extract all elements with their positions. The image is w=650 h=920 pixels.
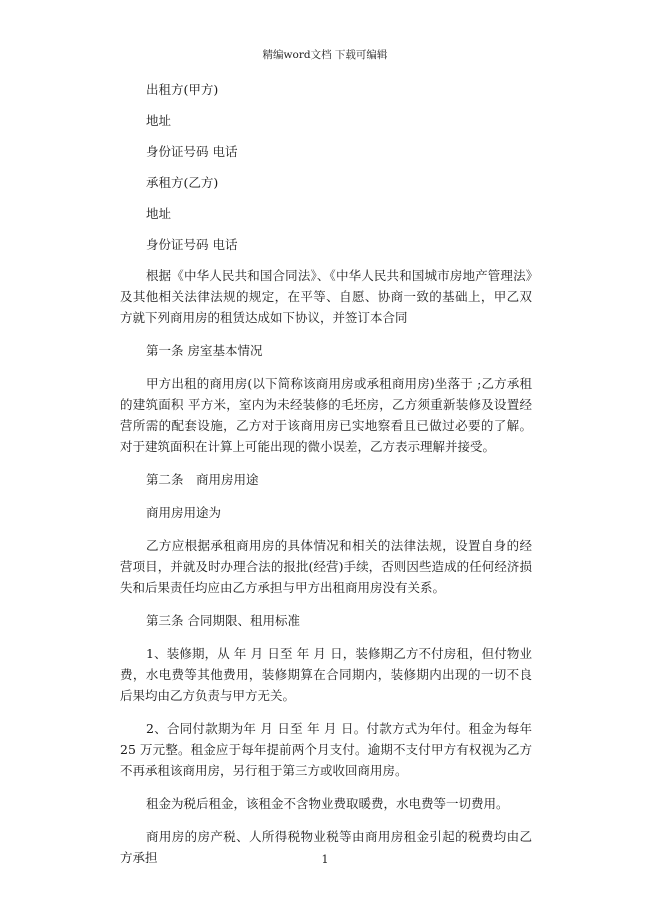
page-header: 精编word文档 下载可编辑	[262, 49, 388, 61]
section-heading: 第一条 房室基本情况	[146, 343, 263, 358]
paragraph: 1、装修期，从 年 月 日至 年 月 日，装修期乙方不付房租，但付物业费，水电费等其他费用，装修期算在合同期内，装修期内出现的一切不良后果均由乙方负责与甲方无关。	[120, 646, 532, 703]
paragraph: 出租方(甲方)	[146, 82, 219, 97]
section-heading: 第二条 商用房用途	[146, 472, 259, 487]
paragraph: 租金为税后租金，该租金不含物业费取暖费，水电费等一切费用。	[146, 796, 509, 811]
paragraph: 乙方应根据承租商用房的具体情况和相关的法律法规，设置自身的经营项目，并就及时办理合法的报批(经营)手续，否则因些造成的任何经济损失和后果责任均应由乙方承担与甲方出租商用房没有关系。	[120, 538, 532, 595]
section-heading: 第三条 合同期限、租用标准	[146, 613, 300, 628]
document-body	[120, 79, 532, 880]
paragraph: 商用房用途为	[146, 505, 222, 520]
paragraph: 商用房的房产税、人所得税物业税等由商用房租金引起的税费均由乙方承担	[120, 829, 532, 865]
paragraph: 承租方(乙方)	[146, 175, 219, 190]
paragraph: 地址	[146, 206, 172, 221]
paragraph: 身份证号码 电话	[146, 144, 238, 159]
paragraph: 2、合同付款期为年 月 日至 年 月 日。付款方式为年付。租金为每年 25 万元整。租金应于每年提前两个月支付。逾期不支付甲方有权视为乙方不再承租该商用房，另行租于第三方或收回商用房。	[120, 721, 532, 778]
paragraph: 地址	[146, 113, 172, 128]
paragraph: 身份证号码 电话	[146, 237, 238, 252]
paragraph: 甲方出租的商用房(以下简称该商用房或承租商用房)坐落于 ;乙方承租的建筑面积 平方米，室内为未经装修的毛坯房，乙方须重新装修及设置经营所需的配套设施，乙方对于该商用房已实地察看且已做过必要的了解。对于建筑面积在计算上可能出现的微小误差，乙方表示理解并接受。	[120, 376, 532, 454]
page-number: 1	[321, 853, 329, 866]
paragraph: 根据《中华人民共和国合同法》、《中华人民共和国城市房地产管理法》及其他相关法律法规的规定，在平等、自愿、协商一致的基础上，甲乙双方就下列商用房的租赁达成如下协议，并签订本合同	[120, 268, 532, 325]
